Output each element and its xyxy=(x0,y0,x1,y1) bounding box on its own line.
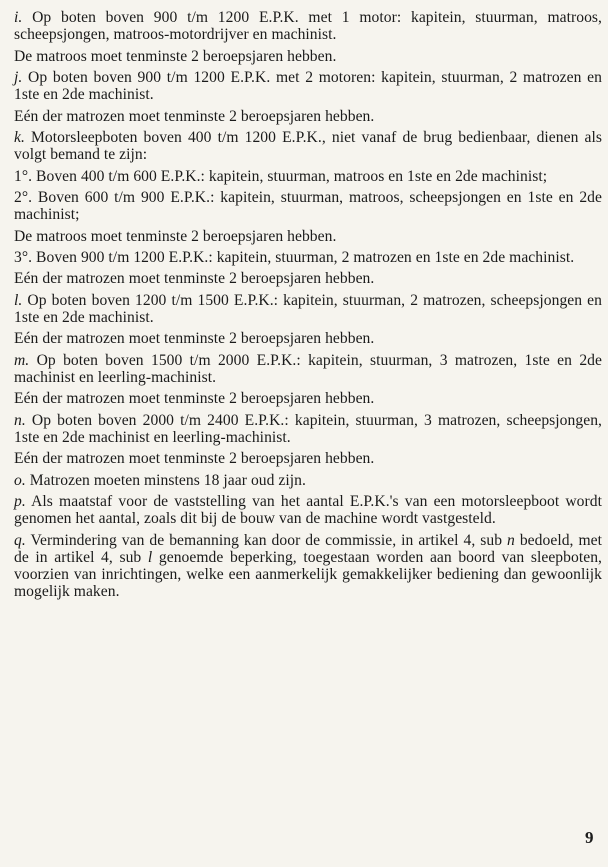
paragraph-text: Eén der matrozen moet tenminste 2 beroepsjaren hebben. xyxy=(14,390,375,408)
paragraph-text: De matroos moet tenminste 2 beroepsjaren hebben. xyxy=(14,47,337,65)
paragraph-k-1 xyxy=(14,168,602,185)
paragraph-p xyxy=(14,493,602,527)
paragraph-text: Eén der matrozen moet tenminste 2 beroepsjaren hebben. xyxy=(14,330,375,348)
paragraph-text: Vermindering van de bemanning kan door de commissie, in artikel 4, sub xyxy=(25,531,508,549)
paragraph-m xyxy=(14,352,602,386)
paragraph-text: Motorsleepboten boven 400 t/m 1200 E.P.K., niet vanaf de brug bedienbaar, dienen als volgt bemand te zijn: xyxy=(14,128,602,164)
paragraph-n xyxy=(14,412,602,446)
paragraph-text: Eén der matrozen moet tenminste 2 beroepsjaren hebben. xyxy=(14,270,375,288)
paragraph-i xyxy=(14,9,602,43)
paragraph-n-note xyxy=(14,450,602,467)
paragraph-i-note xyxy=(14,48,602,65)
paragraph-o xyxy=(14,472,602,489)
paragraph-marker: l. xyxy=(14,291,23,309)
paragraph-k-3 xyxy=(14,249,602,266)
paragraph-text: Op boten boven 1200 t/m 1500 E.P.K.: kapitein, stuurman, 2 matrozen, scheepsjongen en 1ste en 2de machinist. xyxy=(14,291,602,326)
paragraph-marker: m. xyxy=(14,351,30,369)
paragraph-text: Op boten boven 2000 t/m 2400 E.P.K.: kapitein, stuurman, 3 matrozen, scheepsjongen, 1ste en 2de machinist en leerling-machinist. xyxy=(14,411,602,446)
article-reference: l xyxy=(147,548,153,566)
paragraph-text: Op boten boven 900 t/m 1200 E.P.K. met 1 motor: kapitein, stuurman, matroos, scheepsjongen, matroos-motordrijver en machinist. xyxy=(14,9,602,44)
paragraph-m-note xyxy=(14,390,602,407)
paragraph-k xyxy=(14,129,602,163)
paragraph-text: De matroos moet tenminste 2 beroepsjaren hebben. xyxy=(14,227,337,245)
paragraph-marker: o. xyxy=(14,471,26,489)
paragraph-text: Eén der matrozen moet tenminste 2 beroepsjaren hebben. xyxy=(14,107,375,125)
paragraph-text: 3°. Boven 900 t/m 1200 E.P.K.: kapitein, stuurman, 2 matrozen en 1ste en 2de machinist. xyxy=(14,248,575,266)
paragraph-k-2-note xyxy=(14,228,602,245)
paragraph-text: 1°. Boven 400 t/m 600 E.P.K.: kapitein, stuurman, matroos en 1ste en 2de machinist; xyxy=(14,167,548,185)
paragraph-text: Eén der matrozen moet tenminste 2 beroepsjaren hebben. xyxy=(14,450,375,468)
paragraph-q xyxy=(14,532,602,601)
paragraph-k-2 xyxy=(14,189,602,223)
paragraph-marker: j. xyxy=(14,68,23,86)
paragraph-text: Op boten boven 1500 t/m 2000 E.P.K.: kapitein, stuurman, 3 matrozen, 1ste en 2de machinist en leerling-machinist. xyxy=(14,351,602,386)
paragraph-j-note xyxy=(14,108,602,125)
paragraph-k-3-note xyxy=(14,270,602,287)
paragraph-text: Matrozen moeten minstens 18 jaar oud zijn. xyxy=(25,471,306,489)
paragraph-j xyxy=(14,69,602,103)
paragraph-marker: q. xyxy=(14,531,26,549)
paragraph-text: 2°. Boven 600 t/m 900 E.P.K.: kapitein, stuurman, matroos, scheepsjongen en 1ste en 2de machinist; xyxy=(14,188,602,224)
paragraph-marker: n. xyxy=(14,411,26,429)
paragraph-marker: p. xyxy=(14,493,26,511)
page-number: 9 xyxy=(585,828,594,847)
paragraph-marker: k. xyxy=(14,128,25,146)
paragraph-text: Op boten boven 900 t/m 1200 E.P.K. met 2 motoren: kapitein, stuurman, 2 matrozen en 1ste en 2de machinist. xyxy=(14,68,602,104)
paragraph-l xyxy=(14,292,602,326)
paragraph-text: bedoeld, met de in artikel 4, sub xyxy=(14,531,602,566)
paragraph-text: Als maatstaf voor de vaststelling van het aantal E.P.K.'s van een motorsleepboot wordt genomen het aantal, zoals dit bij de bouw van de machine wordt vastgesteld. xyxy=(14,493,602,528)
paragraph-marker: i. xyxy=(14,9,23,26)
paragraph-l-note xyxy=(14,330,602,347)
page-body xyxy=(14,9,602,605)
paragraph-text: genoemde beperking, toegestaan worden aan boord van sleepboten, voorzien van inrichtingen, welke een aanmerkelijk gemakkelijker bediening dan gewoonlijk mogelijk maken. xyxy=(14,548,602,601)
article-reference: n xyxy=(507,531,515,549)
